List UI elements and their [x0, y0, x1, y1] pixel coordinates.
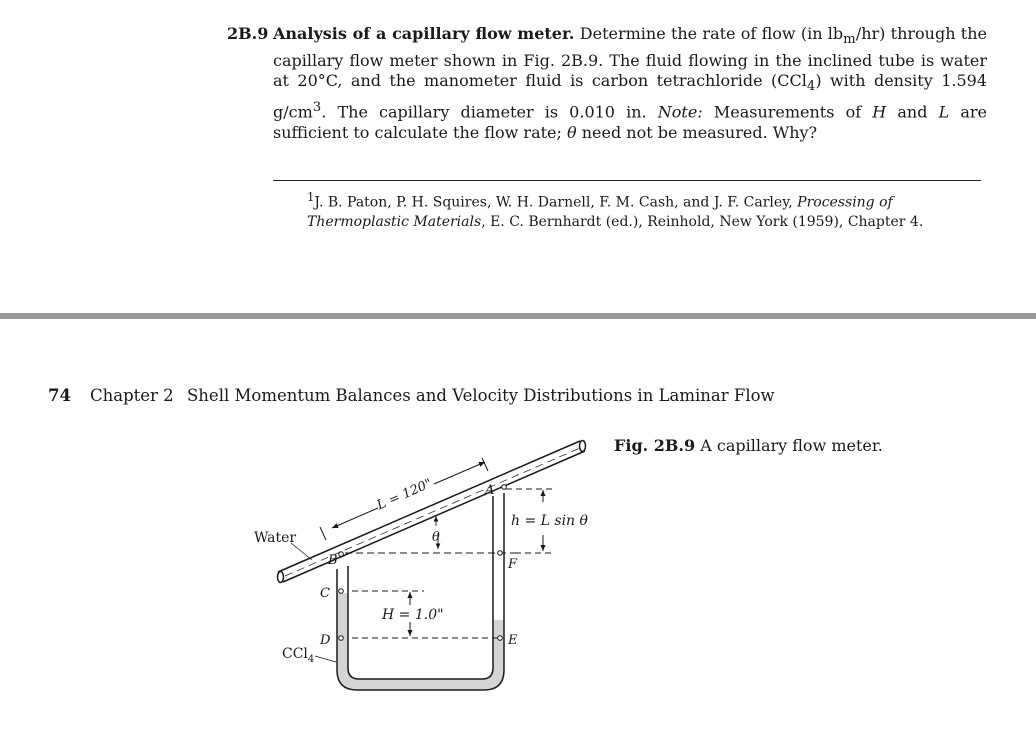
var-h: H: [872, 102, 887, 122]
var-theta: θ: [566, 123, 577, 143]
superscript-3: 3: [312, 100, 322, 116]
problem-text-part: /hr) through the capillary flow meter shown in Fig. 2B.9. The fluid flowing in the inclined tube is water at 20°C, and the manometer fluid is carbon tetrachloride (CCl: [273, 24, 988, 91]
label-D: D: [320, 633, 331, 648]
footnote-book: Processing of Thermoplastic Materials: [307, 194, 893, 231]
page-number: 74: [48, 386, 71, 405]
problem-text-part: . The capillary diameter is 0.010 in.: [321, 102, 647, 122]
problem-text-part: are sufficient to calculate the flow rate;: [273, 102, 988, 143]
ccl4-leader: [315, 656, 336, 662]
label-B: B: [328, 553, 338, 568]
caption-text: A capillary flow meter.: [695, 436, 883, 455]
label-E: E: [508, 633, 518, 648]
var-l: L: [938, 102, 950, 122]
footnote-marker: 1: [307, 190, 315, 204]
section-title: Shell Momentum Balances and Velocity Distributions in Laminar Flow: [187, 386, 775, 405]
problem-text-part: Measurements of: [702, 102, 873, 122]
label-F: F: [508, 557, 518, 572]
problem-text-part: ) with density 1.594 g/cm: [273, 71, 987, 122]
ccl4-text: CCl: [282, 646, 308, 662]
problem-number: 2B.9: [227, 24, 269, 43]
chapter-label: Chapter 2: [90, 386, 174, 405]
label-C: C: [320, 586, 330, 601]
footnote-rest: , E. C. Bernhardt (ed.), Reinhold, New York (1959), Chapter 4.: [481, 214, 924, 231]
inclined-capillary-tube: [278, 441, 586, 583]
label-water: Water: [254, 530, 297, 546]
caption-label: Fig. 2B.9: [614, 436, 696, 455]
subscript-4: 4: [806, 79, 816, 95]
footnote-authors: J. B. Paton, P. H. Squires, W. H. Darnell, F. M. Cash, and J. F. Carley,: [314, 194, 798, 211]
problem-text-part: Determine the rate of flow (in lb: [574, 24, 844, 43]
label-theta: θ: [432, 530, 440, 545]
label-H: H = 1.0": [382, 607, 444, 623]
problem-title: Analysis of a capillary flow meter.: [273, 24, 575, 43]
label-A: A: [485, 483, 495, 498]
label-L: L = 120": [374, 476, 435, 514]
label-ccl4: [282, 646, 314, 665]
problem-text-part: and: [886, 102, 939, 122]
label-h: h = L sin θ: [511, 513, 588, 529]
ccl4-subscript: 4: [307, 654, 315, 665]
subscript-m: m: [843, 32, 856, 48]
note-label: Note:: [657, 102, 703, 122]
problem-text-part: need not be measured. Why?: [576, 123, 818, 143]
